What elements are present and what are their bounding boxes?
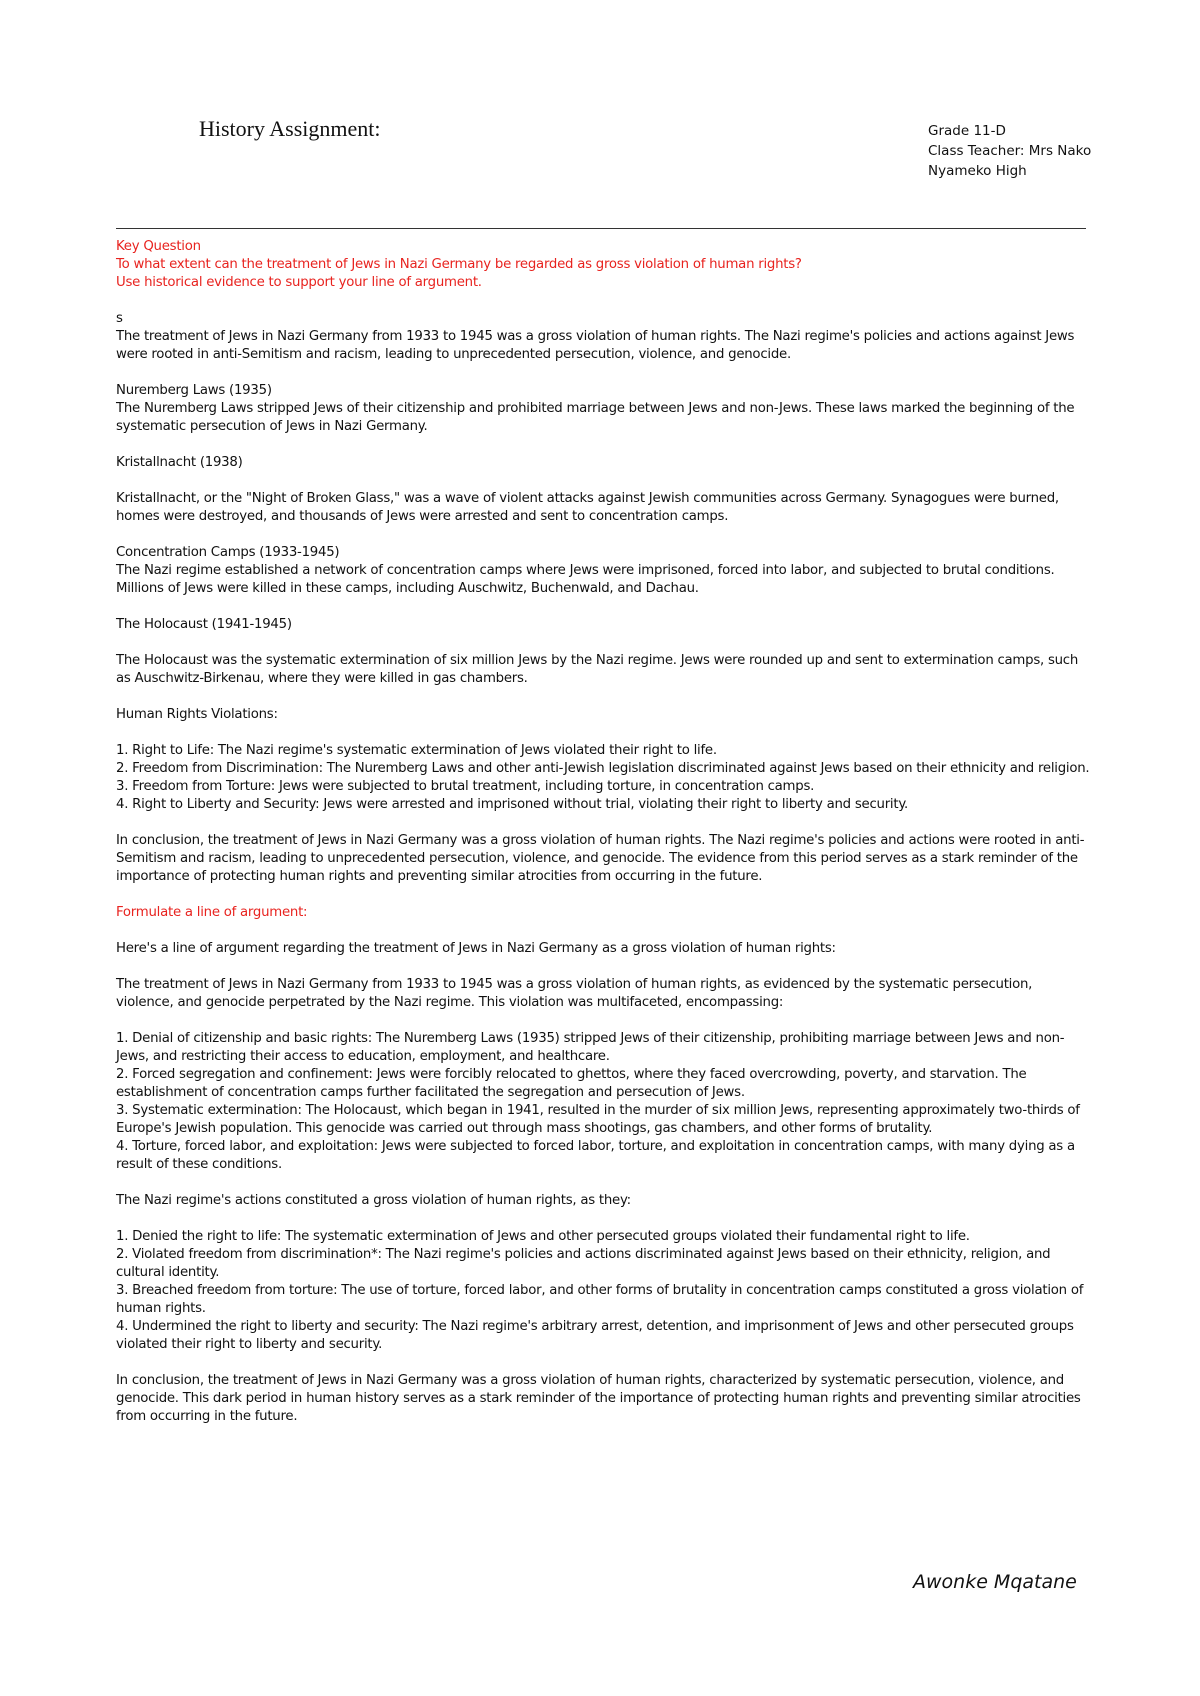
argument-point: 3. Systematic extermination: The Holocaust, which began in 1941, resulted in the murder of six million Jews, representing approximately two-thirds of Europe's Jewish population. This genocide was carried out through mass shootings, gas chambers, and other forms of brutality. (116, 1103, 1080, 1136)
conclusion-paragraph: In conclusion, the treatment of Jews in Nazi Germany was a gross violation of human rights. The Nazi regime's policies and actions were rooted in anti-Semitism and racism, leading to unprecedented persecution, violence, and genocide. The evidence from this period serves as a stark reminder of the importance of protecting human rights and preventing similar atrocities from occurring in the future. (116, 833, 1085, 884)
signature: Awonke Mqatane (913, 1571, 1077, 1593)
grade-label: Grade 11-D (928, 123, 1006, 139)
action-item: 4. Undermined the right to liberty and security: The Nazi regime's arbitrary arrest, detention, and imprisonment of Jews and other persecuted groups violated their right to liberty and security. (116, 1319, 1074, 1352)
class-teacher-label: Class Teacher: Mrs Nako (928, 143, 1092, 159)
violation-item: 2. Freedom from Discrimination: The Nuremberg Laws and other anti-Jewish legislation discriminated against Jews based on their ethnicity and religion. (116, 761, 1090, 776)
actions-intro: The Nazi regime's actions constituted a gross violation of human rights, as they: (116, 1193, 631, 1208)
argument-point: 2. Forced segregation and confinement: Jews were forcibly relocated to ghettos, where they faced overcrowding, poverty, and starvation. The establishment of concentration camps further facilitated the segregation and persecution of Jews. (116, 1067, 1027, 1100)
violations-heading: Human Rights Violations: (116, 707, 278, 722)
violation-item: 3. Freedom from Torture: Jews were subjected to brutal treatment, including torture, in concentration camps. (116, 779, 815, 794)
nuremberg-heading: Nuremberg Laws (1935) (116, 383, 272, 398)
violation-item: 4. Right to Liberty and Security: Jews were arrested and imprisoned without trial, violating their right to liberty and security. (116, 797, 909, 812)
action-item: 1. Denied the right to life: The systematic extermination of Jews and other persecuted groups violated their fundamental right to life. (116, 1229, 970, 1244)
argument-point: 4. Torture, forced labor, and exploitation: Jews were subjected to forced labor, torture, and exploitation in concentration camps, with many dying as a result of these conditions. (116, 1139, 1075, 1172)
violation-item: 1. Right to Life: The Nazi regime's systematic extermination of Jews violated their right to life. (116, 743, 717, 758)
header-divider (116, 228, 1086, 229)
key-question-text: To what extent can the treatment of Jews in Nazi Germany be regarded as gross violation of human rights? (116, 257, 802, 272)
argument-intro: Here's a line of argument regarding the treatment of Jews in Nazi Germany as a gross violation of human rights: (116, 941, 836, 956)
argument-heading: Formulate a line of argument: (116, 905, 308, 920)
kristallnacht-paragraph: Kristallnacht, or the "Night of Broken Glass," was a wave of violent attacks against Jewish communities across Germany. Synagogues were burned, homes were destroyed, and thousands of Jews were arrested and sent to concentration camps. (116, 491, 1059, 524)
key-question-instruction: Use historical evidence to support your line of argument. (116, 275, 482, 290)
document-title: History Assignment: (199, 116, 381, 141)
document-body (116, 238, 1090, 1426)
nuremberg-paragraph: The Nuremberg Laws stripped Jews of their citizenship and prohibited marriage between Jews and non-Jews. These laws marked the beginning of the systematic persecution of Jews in Nazi Germany. (116, 401, 1075, 434)
argument-point: 1. Denial of citizenship and basic rights: The Nuremberg Laws (1935) stripped Jews of their citizenship, prohibiting marriage between Jews and non-Jews, and restricting their access to education, employment, and healthcare. (116, 1031, 1065, 1064)
school-label: Nyameko High (928, 163, 1027, 179)
key-question-label: Key Question (116, 239, 201, 254)
argument-thesis: The treatment of Jews in Nazi Germany from 1933 to 1945 was a gross violation of human rights, as evidenced by the systematic persecution, violence, and genocide perpetrated by the Nazi regime. This violation was multifaceted, encompassing: (116, 977, 1033, 1010)
action-item: 3. Breached freedom from torture: The use of torture, forced labor, and other forms of brutality in concentration camps constituted a gross violation of human rights. (116, 1283, 1084, 1316)
intro-paragraph: The treatment of Jews in Nazi Germany from 1933 to 1945 was a gross violation of human rights. The Nazi regime's policies and actions against Jews were rooted in anti-Semitism and racism, leading to unprecedented persecution, violence, and genocide. (116, 329, 1075, 362)
camps-paragraph: The Nazi regime established a network of concentration camps where Jews were imprisoned, forced into labor, and subjected to brutal conditions. Millions of Jews were killed in these camps, including Auschwitz, Buchenwald, and Dachau. (116, 563, 1055, 596)
header-meta (928, 121, 1091, 181)
kristallnacht-heading: Kristallnacht (1938) (116, 455, 243, 470)
holocaust-paragraph: The Holocaust was the systematic extermination of six million Jews by the Nazi regime. Jews were rounded up and sent to extermination camps, such as Auschwitz-Birkenau, where they were killed in gas chambers. (116, 653, 1079, 686)
section-marker: s (116, 311, 123, 326)
action-item: 2. Violated freedom from discrimination*: The Nazi regime's policies and actions discriminated against Jews based on their ethnicity, religion, and cultural identity. (116, 1247, 1051, 1280)
final-conclusion: In conclusion, the treatment of Jews in Nazi Germany was a gross violation of human rights, characterized by systematic persecution, violence, and genocide. This dark period in human history serves as a stark reminder of the importance of protecting human rights and preventing similar atrocities from occurring in the future. (116, 1373, 1081, 1424)
camps-heading: Concentration Camps (1933-1945) (116, 545, 340, 560)
holocaust-heading: The Holocaust (1941-1945) (116, 617, 292, 632)
